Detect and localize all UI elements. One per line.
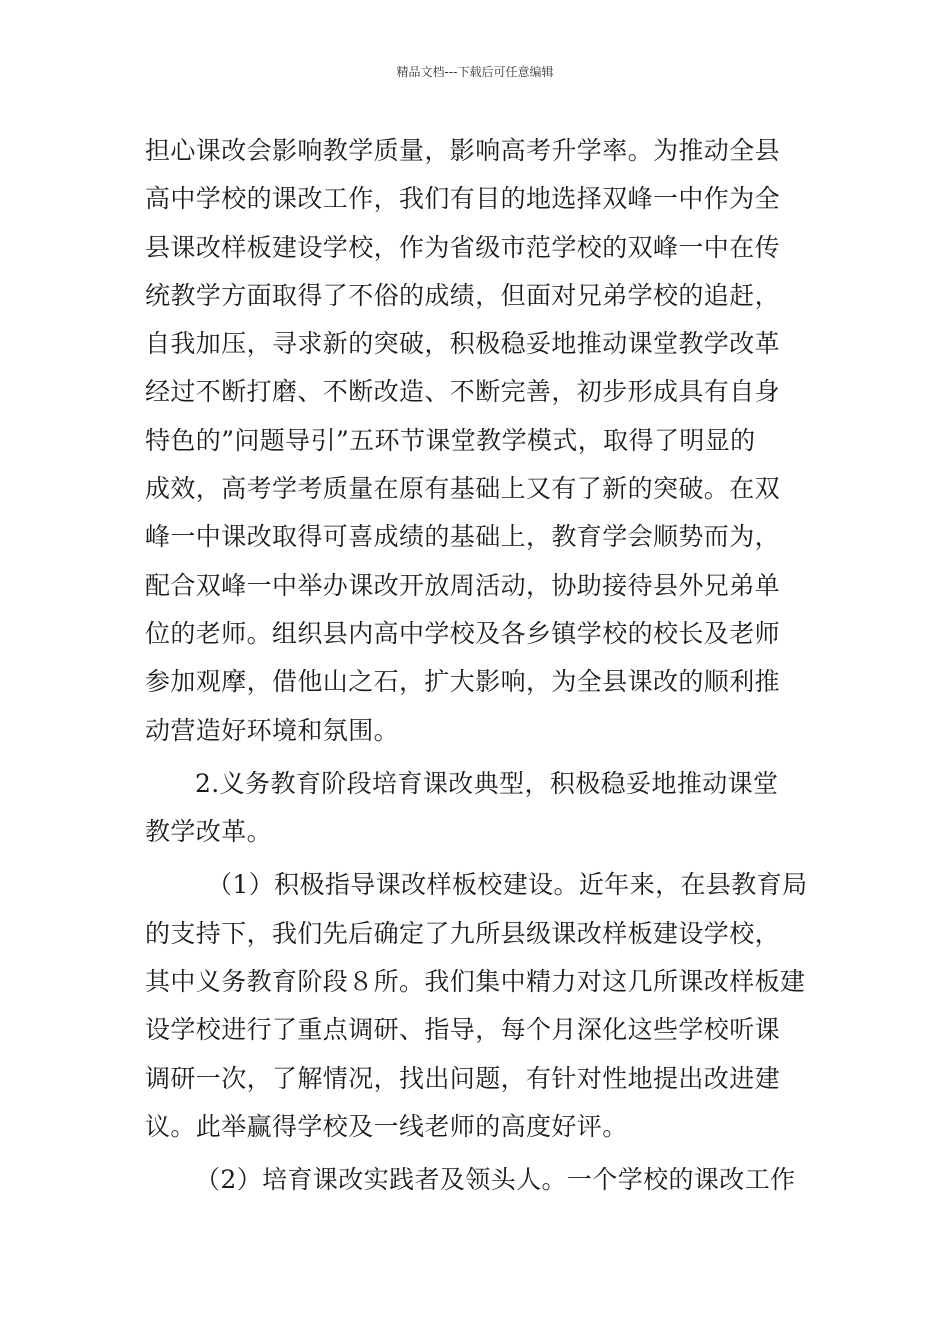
- text-line: 其中义务教育阶段８所。我们集中精力对这几所课改样板建: [145, 967, 806, 997]
- text-line: 设学校进行了重点调研、指导，每个月深化这些学校听课: [145, 1015, 781, 1045]
- text-line: 参加观摩，借他山之石，扩大影响，为全县课改的顺利推: [145, 667, 781, 697]
- text-line: 成效，高考学考质量在原有基础上又有了新的突破。在双: [145, 474, 781, 504]
- paragraph: [145, 1156, 815, 1204]
- text-line: 议。此举赢得学校及一线老师的高度好评。: [145, 1111, 628, 1141]
- text-line: 自我加压，寻求新的突破，积极稳妥地推动课堂教学改革: [145, 329, 781, 359]
- text-line: 县课改样板建设学校，作为省级市范学校的双峰一中在传: [145, 232, 781, 262]
- text-line: 动营造好环境和氛围。: [145, 715, 400, 745]
- text-line: 峰一中课改取得可喜成绩的基础上，教育学会顺势而为，: [145, 522, 781, 552]
- text-line: （1）积极指导课改样板校建设。近年来，在县教育局: [207, 870, 808, 900]
- text-line: 2.义务教育阶段培育课改典型，积极稳妥地推动课堂: [195, 768, 779, 798]
- text-line: 配合双峰一中举办课改开放周活动，协助接待县外兄弟单: [145, 570, 781, 600]
- paragraph: [145, 861, 815, 1151]
- text-line: 经过不断打磨、不断改造、不断完善，初步形成具有自身: [145, 377, 781, 407]
- text-line: 教学改革。: [145, 817, 273, 847]
- text-line: 位的老师。组织县内高中学校及各乡镇学校的校长及老师: [145, 618, 781, 648]
- text-line: 高中学校的课改工作，我们有目的地选择双峰一中作为全: [145, 184, 781, 214]
- text-line: （2）培育课改实践者及领头人。一个学校的课改工作: [195, 1165, 796, 1195]
- paragraph: [145, 760, 815, 857]
- document-body: [145, 127, 815, 1205]
- text-line: 调研一次，了解情况，找出问题，有针对性地提出改进建: [145, 1063, 781, 1093]
- text-line: 统教学方面取得了不俗的成绩，但面对兄弟学校的追赶，: [145, 280, 781, 310]
- page-header: 精品文档---下载后可任意编辑: [396, 65, 554, 79]
- paragraph: [145, 127, 815, 755]
- text-line: 特色的”问题导引”五环节课堂教学模式，取得了明显的: [145, 425, 756, 455]
- text-line: 的支持下，我们先后确定了九所县级课改样板建设学校，: [145, 918, 781, 948]
- text-line: 担心课改会影响教学质量，影响高考升学率。为推动全县: [145, 136, 781, 165]
